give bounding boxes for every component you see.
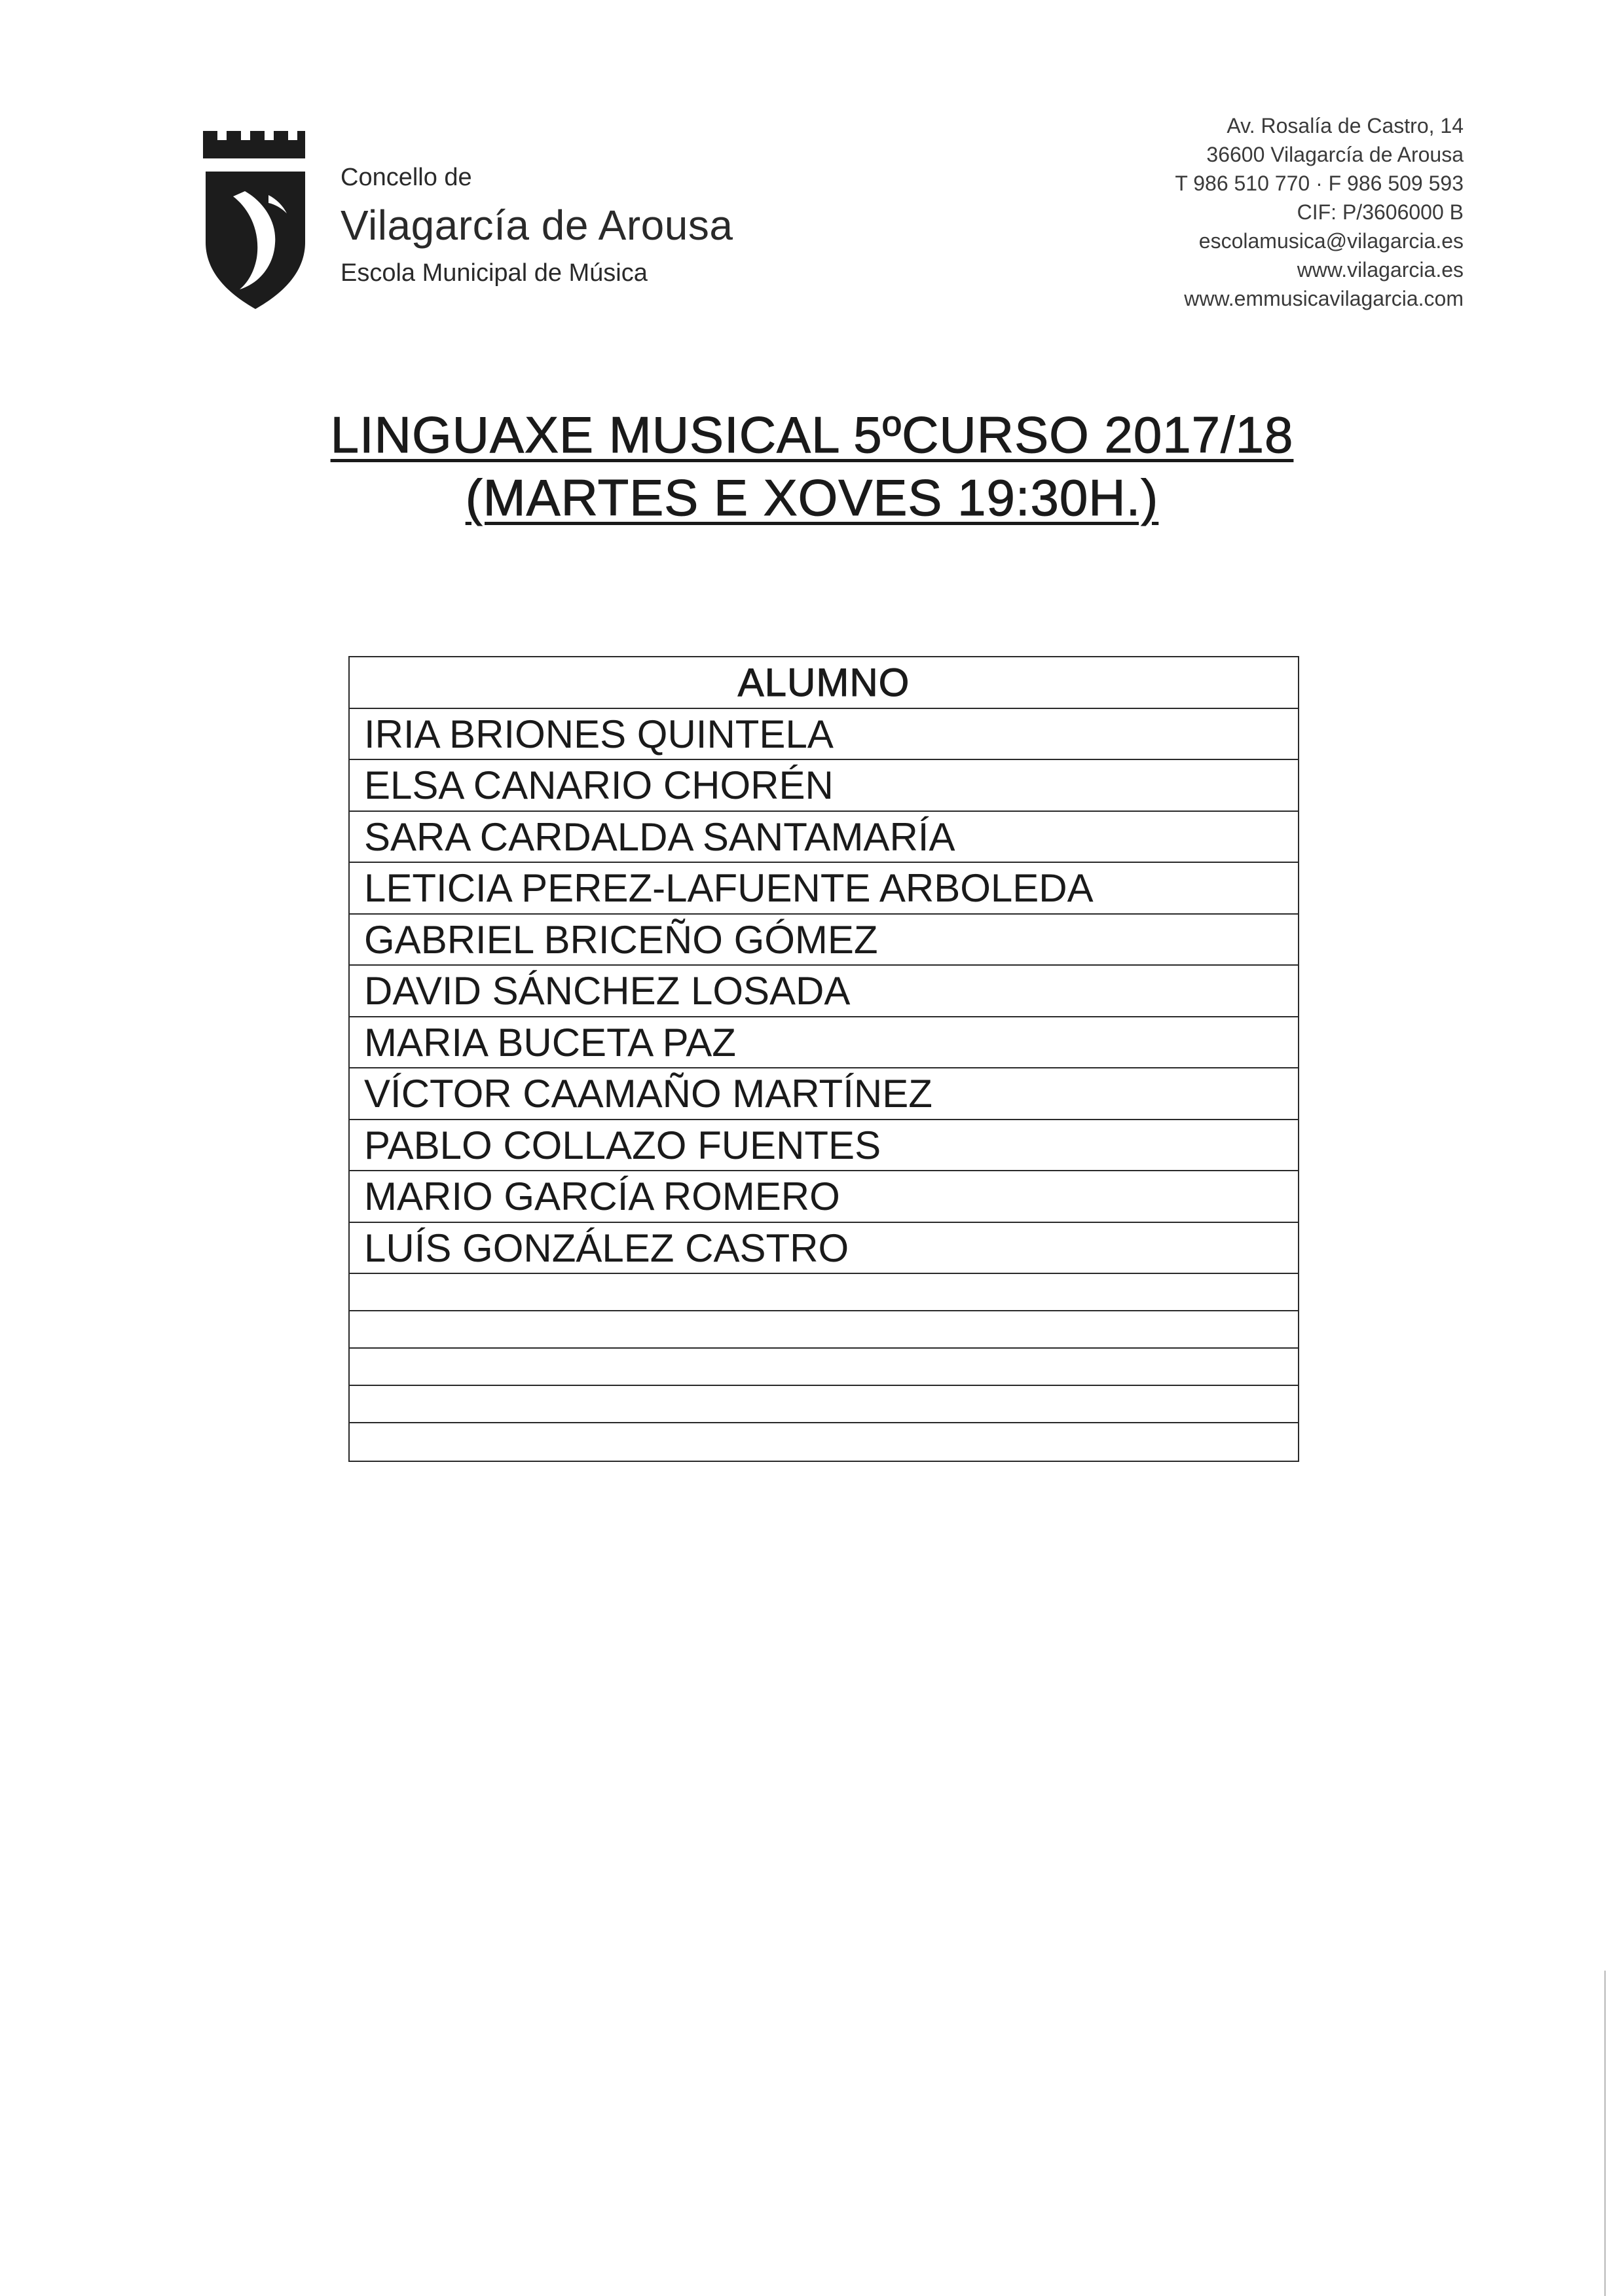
document-title xyxy=(0,406,1624,526)
contact-website: www.vilagarcia.es xyxy=(1297,258,1464,282)
org-name: Vilagarcía de Arousa xyxy=(341,202,733,249)
table-row-empty xyxy=(350,1423,1298,1461)
organization-name-block xyxy=(341,165,733,285)
table-row: MARIO GARCÍA ROMERO xyxy=(350,1171,1298,1223)
student-roster-table xyxy=(348,656,1299,1462)
contact-address: Av. Rosalía de Castro, 14 xyxy=(1227,114,1464,137)
org-department: Escola Municipal de Música xyxy=(341,259,648,287)
table-row: VÍCTOR CAAMAÑO MARTÍNEZ xyxy=(350,1068,1298,1120)
table-row: DAVID SÁNCHEZ LOSADA xyxy=(350,966,1298,1017)
table-row: SARA CARDALDA SANTAMARÍA xyxy=(350,812,1298,864)
contact-school-website: www.emmusicavilagarcia.com xyxy=(1184,287,1464,310)
table-row-empty xyxy=(350,1349,1298,1386)
contact-info xyxy=(1175,111,1464,313)
contact-phone-fax: T 986 510 770 · F 986 509 593 xyxy=(1175,172,1464,195)
table-row-empty xyxy=(350,1386,1298,1423)
title-course: LINGUAXE MUSICAL 5ºCURSO 2017/18 xyxy=(330,406,1294,464)
table-row: PABLO COLLAZO FUENTES xyxy=(350,1120,1298,1172)
contact-postal-code: 36600 Vilagarcía de Arousa xyxy=(1206,143,1464,166)
title-schedule: (MARTES E XOVES 19:30H.) xyxy=(465,469,1159,526)
table-row: GABRIEL BRICEÑO GÓMEZ xyxy=(350,915,1298,966)
table-row: MARIA BUCETA PAZ xyxy=(350,1017,1298,1069)
table-row: LUÍS GONZÁLEZ CASTRO xyxy=(350,1223,1298,1275)
contact-cif: CIF: P/3606000 B xyxy=(1297,200,1464,224)
table-row: ELSA CANARIO CHORÉN xyxy=(350,760,1298,812)
org-prefix: Concello de xyxy=(341,164,472,191)
table-row: LETICIA PEREZ-LAFUENTE ARBOLEDA xyxy=(350,863,1298,915)
table-row: IRIA BRIONES QUINTELA xyxy=(350,709,1298,761)
municipal-crest-icon xyxy=(190,118,321,314)
table-row-empty xyxy=(350,1311,1298,1349)
table-row-empty xyxy=(350,1274,1298,1311)
scan-edge-line xyxy=(1604,1971,1606,2296)
contact-email: escolamusica@vilagarcia.es xyxy=(1198,229,1464,253)
table-header-alumno: ALUMNO xyxy=(350,657,1298,709)
